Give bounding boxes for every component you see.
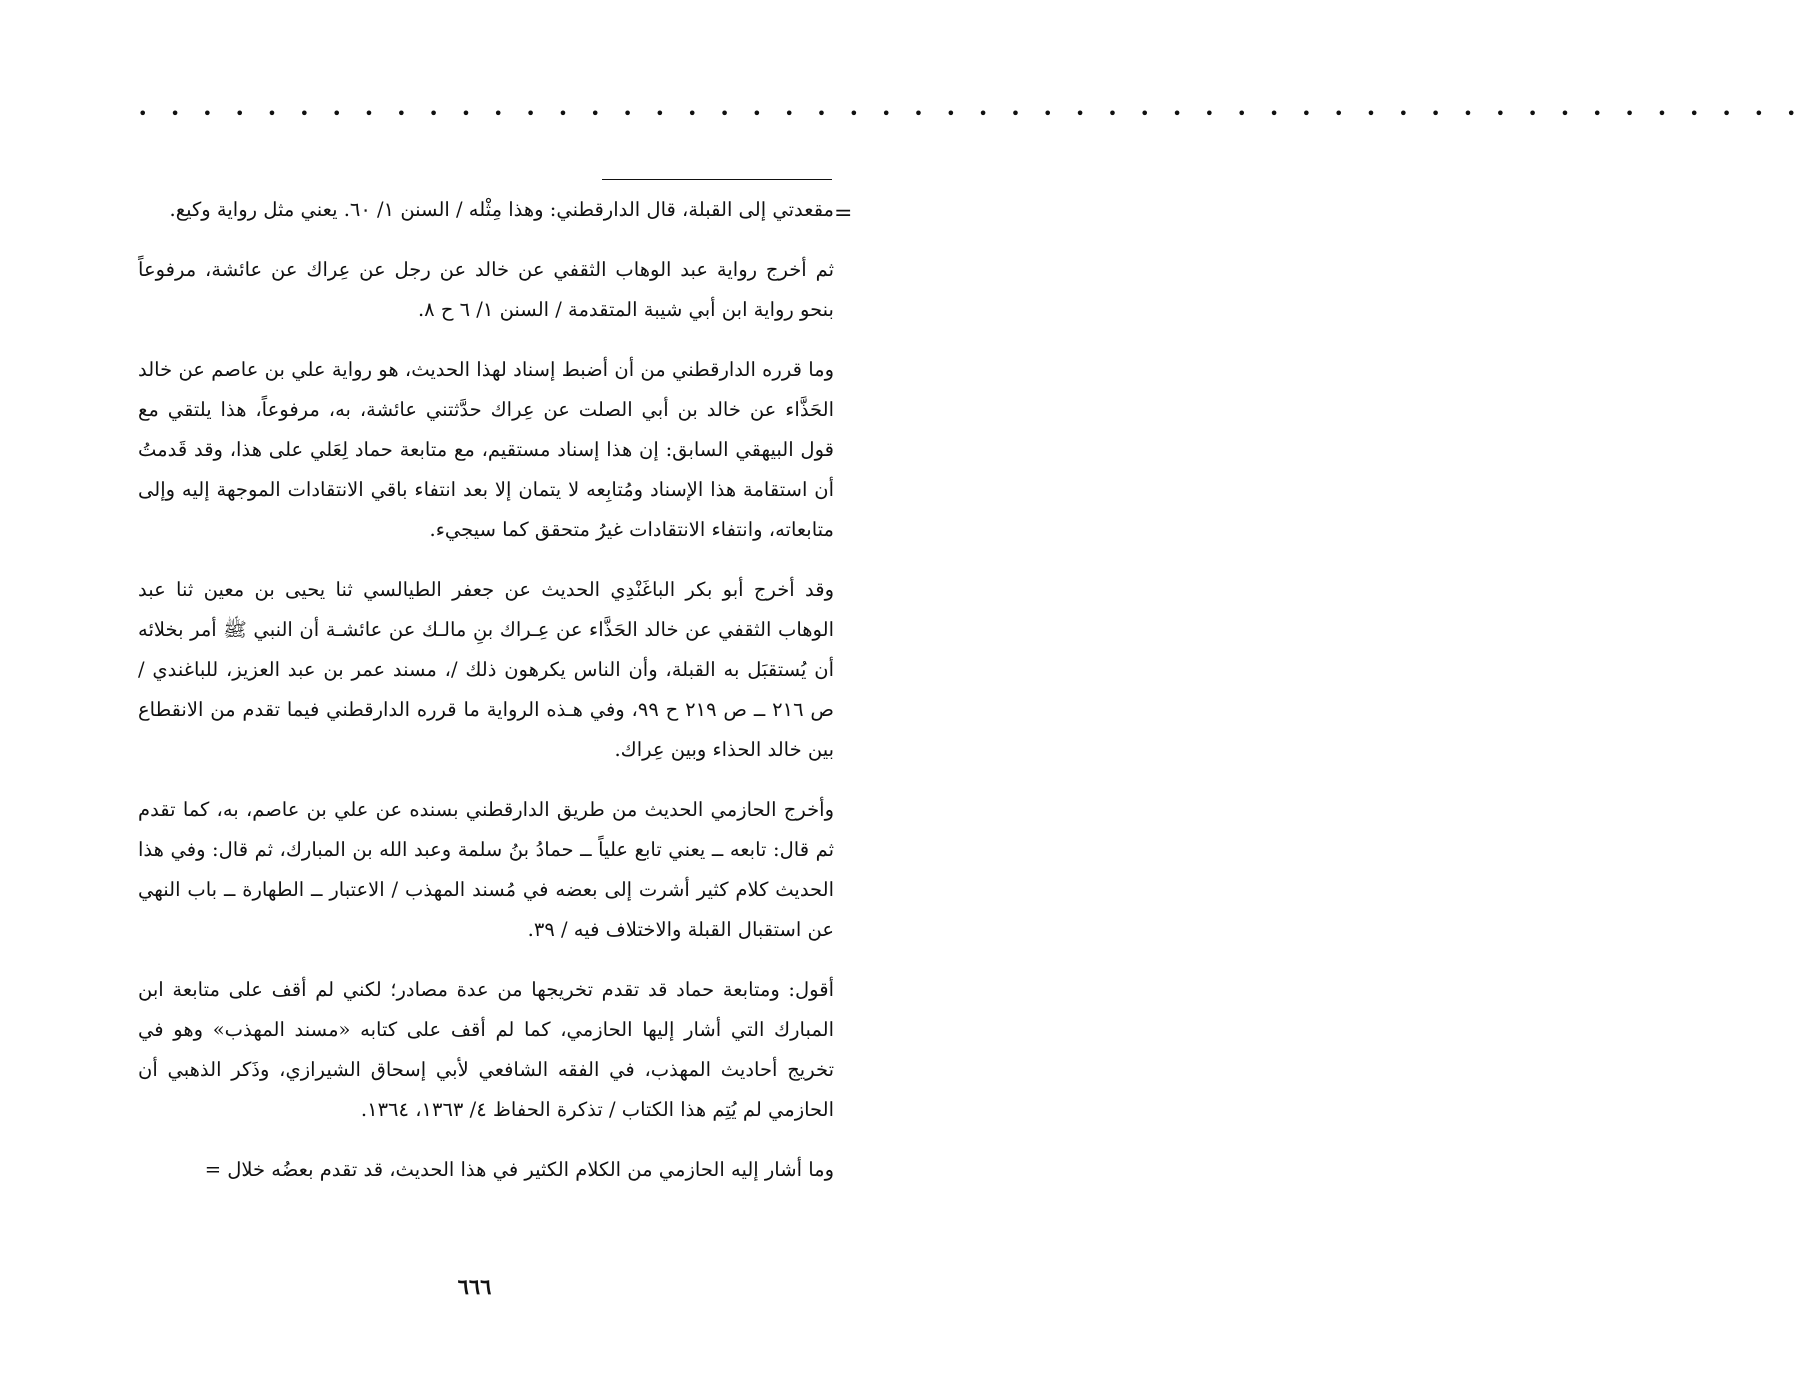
paragraph: وأخرج الحازمي الحديث من طريق الدارقطني بسنده عن علي بن عاصم، به، كما تقدم ثم قال: تابعه ــ يعني تابع علياً ــ حمادُ بنُ سلمة وعبد الله بن المبارك، ثم قال: وفي هذا الحديث كلام كثير أشرت إلى بعضه في مُسند المهذب / الاعتبار ــ الطهارة ــ باب النهي عن استقبال القبلة والاختلاف فيه / ٣٩.: [138, 798, 834, 941]
dotted-separator: • • • • • • • • • • • • • • • • • • • • • • • • • • • • • • • • • • • • • • • • • • • • • • • • • • • •: [138, 104, 1805, 123]
paragraph: وقد أخرج أبو بكر الباغَنْدِي الحديث عن جعفر الطيالسي ثنا يحيى بن معين ثنا عبد الوهاب الثقفي عن خالد الحَذَّاء عن عِـراك بنِ مالـك عن عائشـة أن النبي ﷺ أمر بخلائه أن يُستقبَل به القبلة، وأن الناس يكرهون ذلك /، مسند عمر بن عبد العزيز، للباغندي / ص ٢١٦ ــ ص ٢١٩ ح ٩٩، وفي هـذه الرواية ما قرره الدارقطني فيما تقدم من الانقطاع بين خالد الحذاء وبين عِراك.: [138, 578, 834, 761]
paragraph: مقعدتي إلى القبلة، قال الدارقطني: وهذا مِثْله / السنن ١/ ٦٠. يعني مثل رواية وكيع.: [169, 198, 834, 221]
footnote-text: [138, 190, 834, 1210]
paragraph: وما أشار إليه الحازمي من الكلام الكثير في هذا الحديث، قد تقدم بعضُه خلال =: [204, 1158, 834, 1181]
paragraph: ثم أخرج رواية عبد الوهاب الثقفي عن خالد عن رجل عن عِراك عن عائشة، مرفوعاً بنحو رواية ابن أبي شيبة المتقدمة / السنن ١/ ٦ ح ٨.: [138, 258, 834, 321]
footnote-rule: [602, 179, 832, 180]
continuation-marker: =: [834, 201, 853, 226]
paragraph: وما قرره الدارقطني من أن أضبط إسناد لهذا الحديث، هو رواية علي بن عاصم عن خالد الحَذَّاء عن خالد بن أبي الصلت عن عِراك حدَّثتني عائشة، به، مرفوعاً، هذا يلتقي مع قول البيهقي السابق: إن هذا إسناد مستقيم، مع متابعة حماد لِعَلي على هذا، وقد قَدمتُ أن استقامة هذا الإسناد ومُتابِعه لا يتمان إلا بعد انتفاء باقي الانتقادات الموجهة إليه وإلى متابعاته، وانتفاء الانتقادات غيرُ متحقق كما سيجيء.: [138, 358, 834, 541]
paragraph: أقول: ومتابعة حماد قد تقدم تخريجها من عدة مصادر؛ لكني لم أقف على متابعة ابن المبارك التي أشار إليها الحازمي، كما لم أقف على كتابه «مسند المهذب» وهو في تخريج أحاديث المهذب، في الفقه الشافعي لأبي إسحاق الشيرازي، وذَكر الذهبي أن الحازمي لم يُتِم هذا الكتاب / تذكرة الحفاظ ٤/ ١٣٦٣، ١٣٦٤.: [138, 978, 834, 1121]
page-number: ٦٦٦: [457, 1274, 492, 1299]
